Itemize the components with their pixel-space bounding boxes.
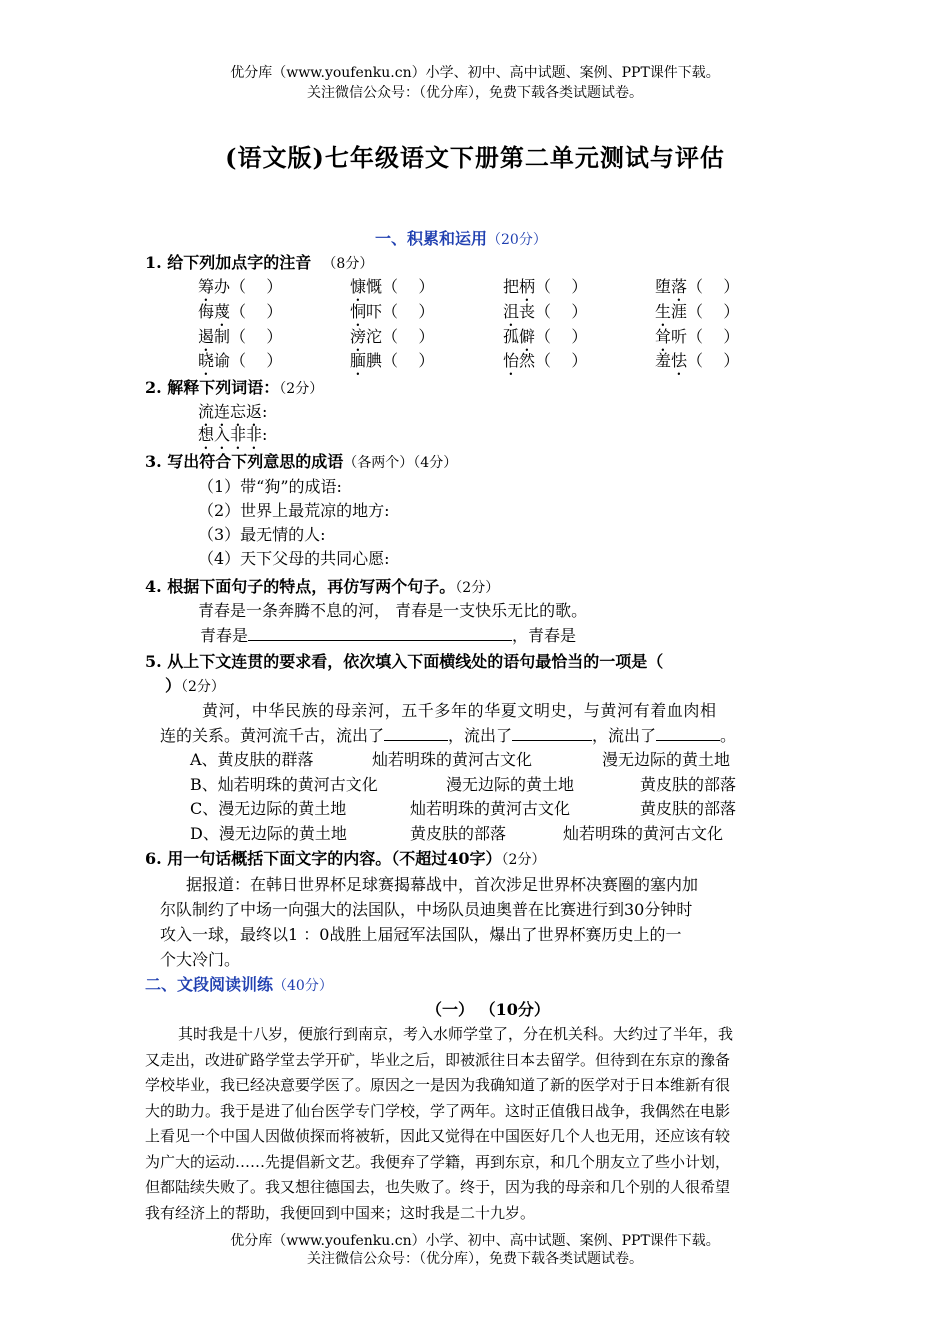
pinyin-item: 耸听（ ） xyxy=(655,327,740,346)
pinyin-item: 侮蔑（ ） xyxy=(198,302,283,321)
question-1-label: 1. 给下列加点字的注音 xyxy=(145,253,312,272)
section-2-label: 二、文段阅读训练 xyxy=(145,975,274,994)
question-2-label: 2. 解释下列词语： xyxy=(145,378,280,397)
question-4-score: （2分） xyxy=(455,580,500,596)
question-3-title xyxy=(145,451,457,474)
pinyin-item: 堕落（ ） xyxy=(655,277,740,296)
option-label[interactable]: C、漫无边际的黄土地 xyxy=(190,799,347,818)
question-3-item: （2）世界上最荒凉的地方: xyxy=(198,501,390,520)
passage-line: 上看见一个中国人因做侦探而将被斩，因此又觉得在中国医好几个人也无用，还应该有较 xyxy=(145,1127,731,1145)
question-6-title xyxy=(145,848,545,871)
passage-line: 又走出，改进矿路学堂去学开矿，毕业之后，即被派往日本去留学。但待到在东京的豫备 xyxy=(145,1050,731,1069)
pinyin-item: 羞怯（ ） xyxy=(655,351,740,370)
pinyin-item: 慷慨（ ） xyxy=(350,277,435,296)
question-5-score: （2分） xyxy=(181,679,225,695)
option-phrase: 黄皮肤的部落 xyxy=(640,775,737,794)
answer-blank[interactable] xyxy=(248,624,512,641)
section-1-label: 一、积累和运用 xyxy=(375,229,488,248)
pinyin-item: 筹办（ ） xyxy=(198,277,283,296)
passage-line: 学校毕业，我已经决意要学医了。原因之一是因为我确知道了新的医学对于日本维新有很 xyxy=(145,1076,731,1094)
question-2-item: 流连忘返: xyxy=(198,402,268,421)
question-5-text-2: 连的关系。黄河流千古，流出了 ，流出了 ，流出了 。 xyxy=(160,726,737,745)
question-2-score: （2分） xyxy=(279,381,324,397)
question-3-item: （1）带“狗”的成语: xyxy=(198,477,342,496)
answer-blank[interactable] xyxy=(512,724,592,741)
question-3-label: 3. 写出符合下列意思的成语 xyxy=(145,452,344,471)
option-phrase: 黄皮肤的部落 xyxy=(410,824,507,843)
question-3-item: （3）最无情的人: xyxy=(198,525,326,544)
option-label[interactable]: B、灿若明珠的黄河古文化 xyxy=(190,775,378,794)
pinyin-item: 生涯（ ） xyxy=(655,302,740,321)
section-1-heading xyxy=(375,228,547,251)
question-4-title xyxy=(145,576,499,599)
pinyin-item: 晓谕（ ） xyxy=(198,351,283,370)
passage-1-heading: （一） （10分） xyxy=(426,1000,550,1019)
footer-line-2: 关注微信公众号：（优分库），免费下载各类试题试卷。 xyxy=(307,1251,643,1267)
section-2-score: （40分） xyxy=(273,978,333,994)
question-5-title: 5. 从上下文连贯的要求看，依次填入下面横线处的语句最恰当的一项是（ xyxy=(145,652,664,671)
passage-line: 为广大的运动……先提倡新文艺。我便弃了学籍，再到东京，和几个朋友立了些小计划， xyxy=(145,1152,731,1171)
pinyin-item: 怡然（ ） xyxy=(503,351,588,370)
pinyin-item: 沮丧（ ） xyxy=(503,302,588,321)
answer-blank[interactable] xyxy=(656,724,720,741)
question-2-title xyxy=(145,377,323,400)
option-phrase: 灿若明珠的黄河古文化 xyxy=(563,824,724,843)
question-5-text-1: 黄河，中华民族的母亲河，五千多年的华夏文明史，与黄河有着血肉相 xyxy=(202,701,717,720)
question-6-score: （2分） xyxy=(501,852,546,868)
question-4-example: 青春是一条奔腾不息的河， 青春是一支快乐无比的歌。 xyxy=(198,601,588,620)
option-phrase: 灿若明珠的黄河古文化 xyxy=(372,750,533,769)
footer-line-1: 优分库（www.youfenku.cn）小学、初中、高中试题、案例、PPT课件下载。 xyxy=(230,1233,720,1249)
option-phrase: 漫无边际的黄土地 xyxy=(602,750,731,769)
question-1-score: （8分） xyxy=(322,256,374,272)
question-6-label: 6. 用一句话概括下面文字的内容。（不超过40字） xyxy=(145,849,502,868)
option-phrase: 漫无边际的黄土地 xyxy=(446,775,575,794)
question-4-answer-line: 青春是 ，青春是 xyxy=(200,626,577,645)
question-6-text-line: 个大冷门。 xyxy=(160,950,241,969)
option-phrase: 黄皮肤的部落 xyxy=(640,799,737,818)
pinyin-item: 腼腆（ ） xyxy=(350,351,435,370)
question-5-title-cont: ）（2分） xyxy=(165,676,225,695)
pinyin-item: 孤僻（ ） xyxy=(503,327,588,346)
section-1-score: （20分） xyxy=(487,232,547,248)
pinyin-item: 恫吓（ ） xyxy=(350,302,435,321)
option-label[interactable]: A、黄皮肤的群落 xyxy=(190,750,314,769)
header-line-2: 关注微信公众号：（优分库），免费下载各类试题试卷。 xyxy=(307,85,643,101)
page-title: (语文版)七年级语文下册第二单元测试与评估 xyxy=(225,143,725,172)
pinyin-item: 滂沱（ ） xyxy=(350,327,435,346)
section-2-heading xyxy=(145,974,333,997)
question-6-text-line: 尔队制约了中场一向强大的法国队，中场队员迪奥普在比赛进行到30分钟时 xyxy=(160,900,693,919)
pinyin-item: 遏制（ ） xyxy=(198,327,283,346)
passage-line: 我有经济上的帮助，我便回到中国来；这时我是二十九岁。 xyxy=(145,1203,536,1222)
answer-blank[interactable] xyxy=(384,724,448,741)
passage-line: 大的助力。我于是进了仙台医学专门学校，学了两年。这时正值俄日战争，我偶然在电影 xyxy=(145,1101,731,1120)
question-4-label: 4. 根据下面句子的特点，再仿写两个句子。 xyxy=(145,577,456,596)
option-label[interactable]: D、漫无边际的黄土地 xyxy=(190,824,347,843)
question-6-text-line: 攻入一球，最终以1 ：0战胜上届冠军法国队，爆出了世界杯赛历史上的一 xyxy=(160,925,682,944)
question-3-item: （4）天下父母的共同心愿: xyxy=(198,549,390,568)
question-1-title xyxy=(145,252,373,275)
passage-line: 其时我是十八岁，便旅行到南京，考入水师学堂了，分在机关科。大约过了半年，我 xyxy=(178,1025,734,1043)
option-phrase: 灿若明珠的黄河古文化 xyxy=(410,799,571,818)
question-3-score: （各两个）（4分） xyxy=(343,455,458,471)
question-2-item: 想入非非: xyxy=(198,425,268,444)
passage-line: 但都陆续失败了。我又想往德国去，也失败了。终于，因为我的母亲和几个别的人很希望 xyxy=(145,1178,731,1196)
pinyin-item: 把柄（ ） xyxy=(503,277,588,296)
header-line-1: 优分库（www.youfenku.cn）小学、初中、高中试题、案例、PPT课件下载。 xyxy=(230,65,720,81)
question-6-text-line: 据报道：在韩日世界杯足球赛揭幕战中，首次涉足世界杯决赛圈的塞内加 xyxy=(186,875,699,894)
